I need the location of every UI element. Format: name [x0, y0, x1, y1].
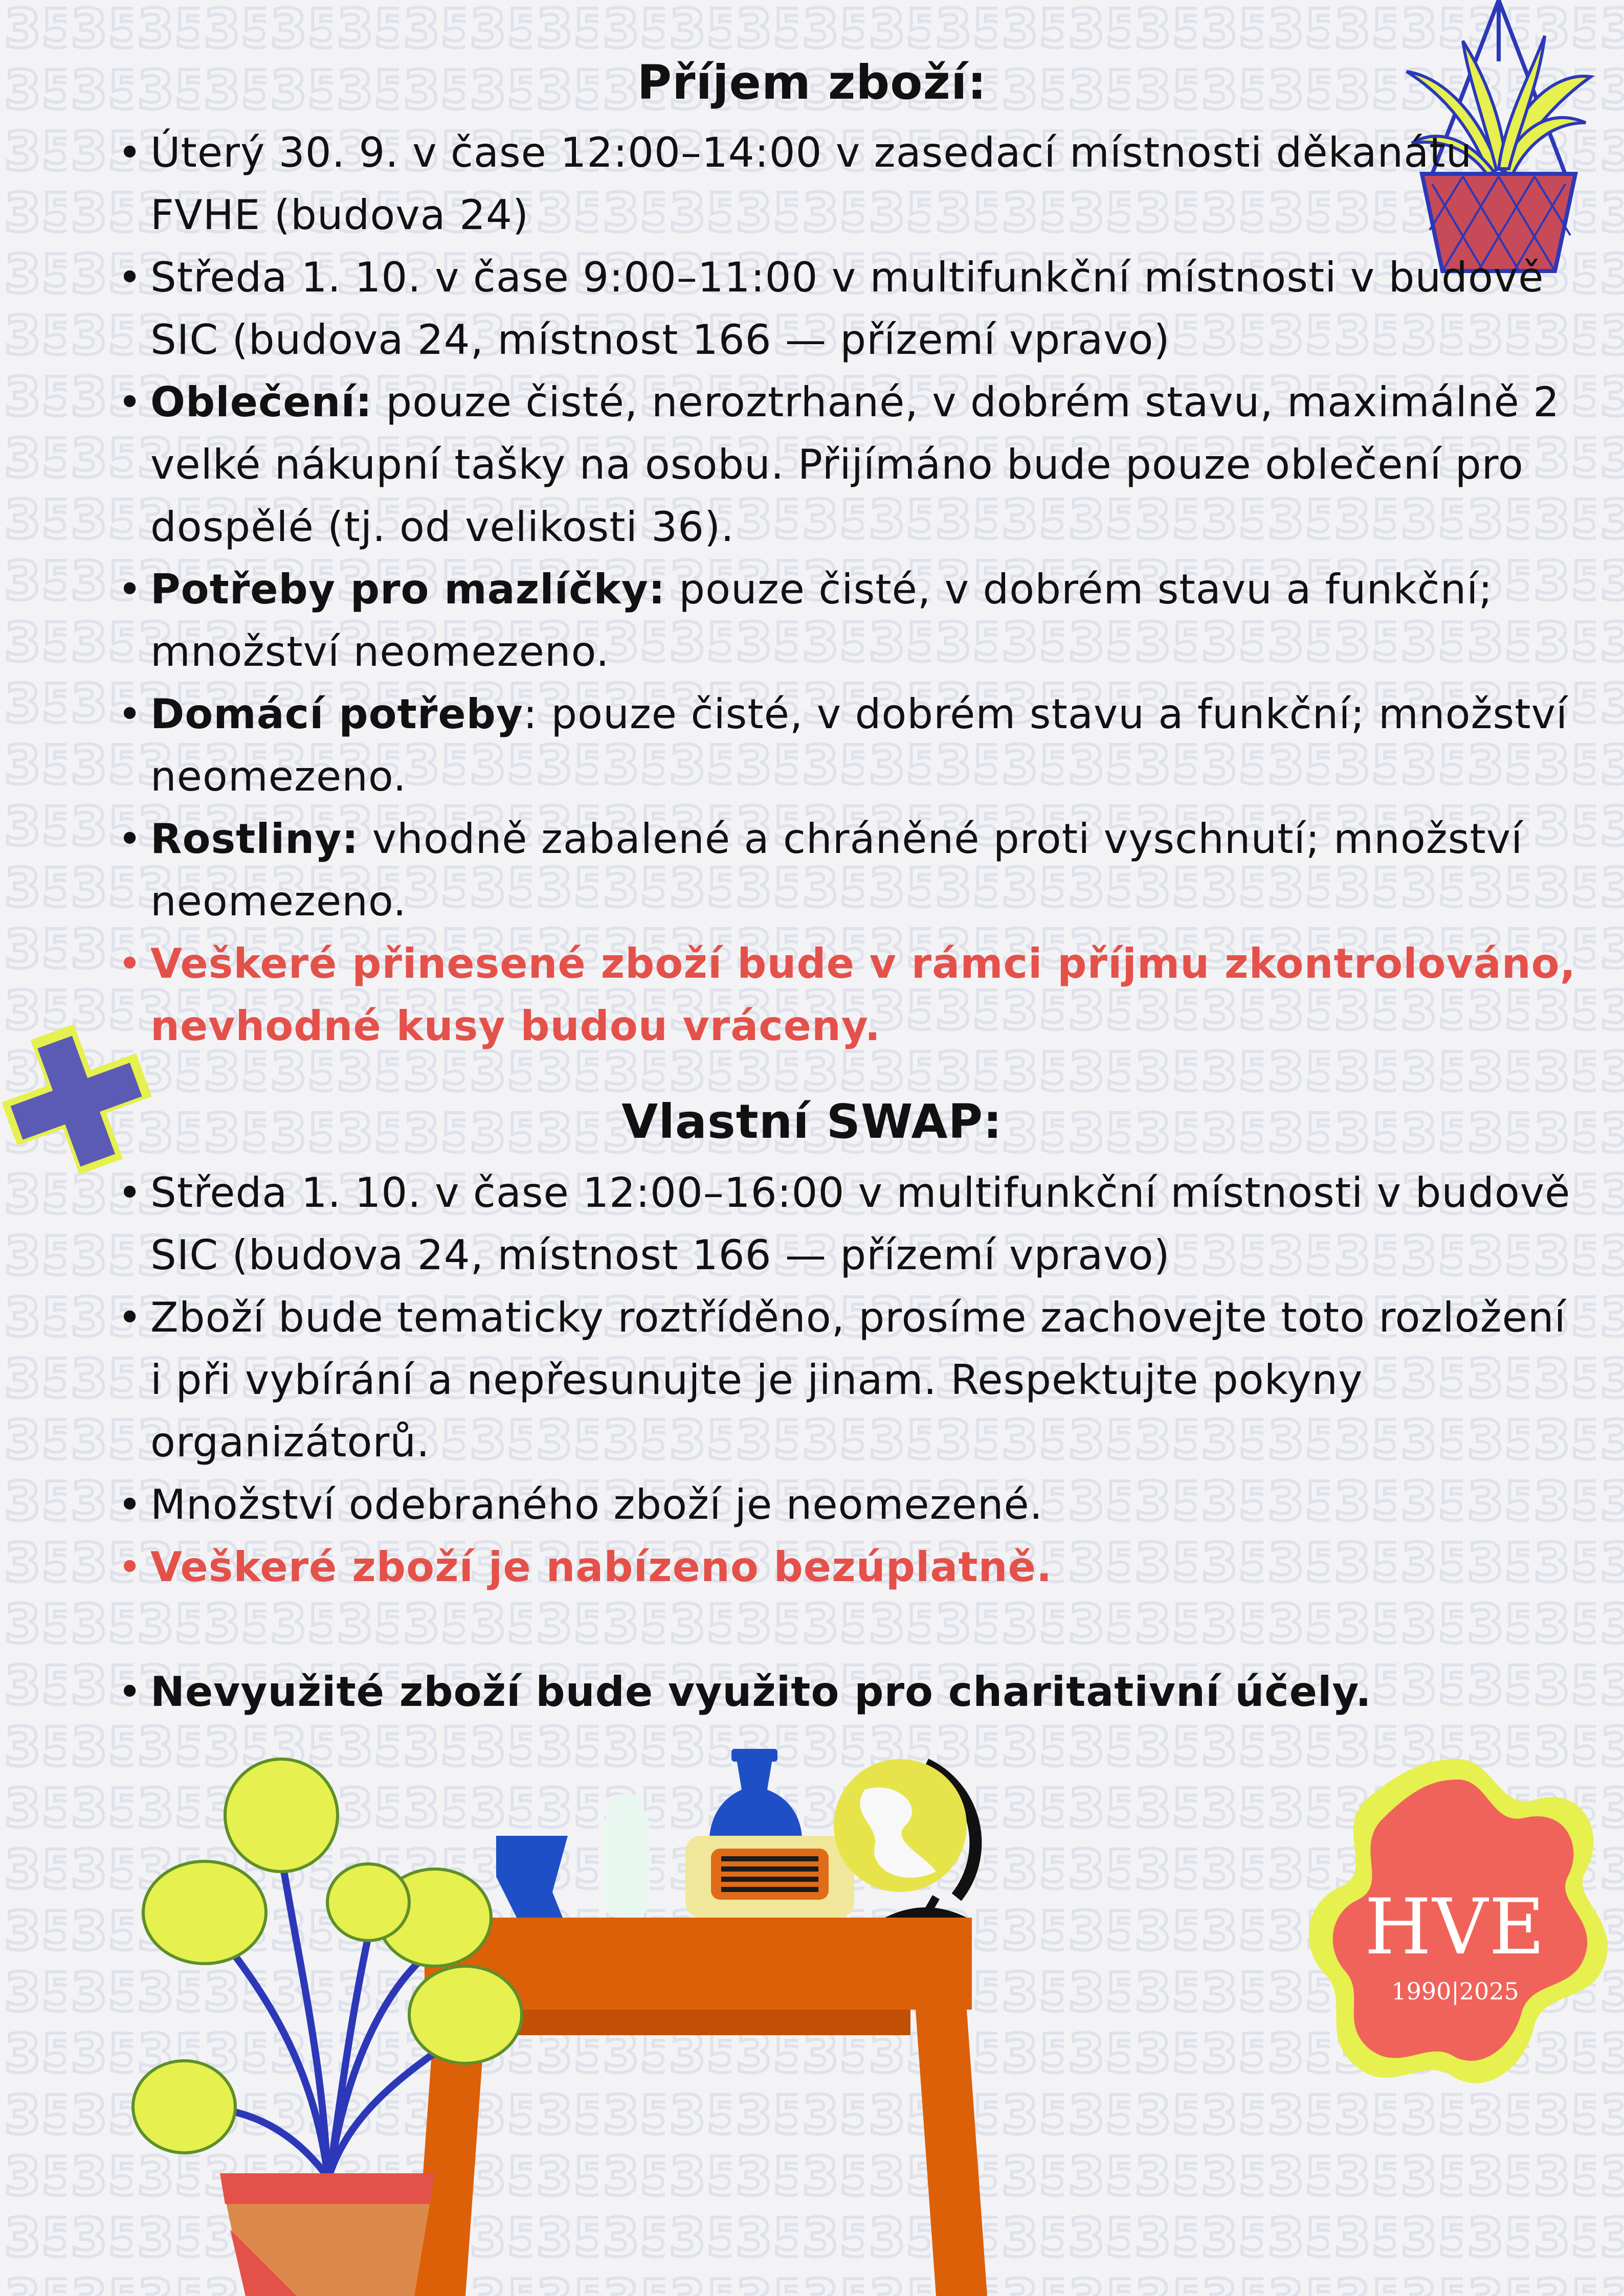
final-note-list: [114, 1661, 1587, 1723]
list-item: • Středa 1. 10. v čase 9:00–11:00 v multifunkční místnosti v budově SIC (budova 24, místnost 166 — přízemí vpravo): [114, 246, 1587, 371]
list-item: • Domácí potřeby: pouze čisté, v dobrém stavu a funkční; množství neomezeno.: [114, 683, 1587, 808]
table-with-plant-and-objects-illustration: [128, 1749, 1038, 2296]
list-item: • Potřeby pro mazlíčky: pouze čisté, v dobrém stavu a funkční; množství neomezeno.: [114, 558, 1587, 683]
list-item: • Rostliny: vhodně zabalené a chráněné proti vyschnutí; množství neomezeno.: [114, 808, 1587, 933]
list-item: • Množství odebraného zboží je neomezené.: [114, 1474, 1587, 1536]
swap-list: [114, 1162, 1587, 1599]
list-item-warning: • Veškeré přinesené zboží bude v rámci příjmu zkontrolováno, nevhodné kusy budou vráceny.: [114, 933, 1587, 1057]
list-item: • Úterý 30. 9. v čase 12:00–14:00 v zasedací místnosti děkanátu FVHE (budova 24): [114, 122, 1587, 246]
svg-text:HVE: HVE: [1364, 1883, 1546, 1972]
list-item: • Oblečení: pouze čisté, neroztrhané, v dobrém stavu, maximálně 2 velké nákupní tašky na osobu. Přijímáno bude pouze oblečení pro dospělé (tj. od velikosti 36).: [114, 371, 1587, 558]
hve-anniversary-logo: [1299, 1749, 1616, 2102]
svg-text:1990|2025: 1990|2025: [1391, 1977, 1519, 2005]
list-item: • Zboží bude tematicky roztříděno, prosíme zachovejte toto rozložení i při vybírání a nepřesunujte je jinam. Respektujte pokyny organizátorů.: [114, 1287, 1587, 1474]
list-item: • Středa 1. 10. v čase 12:00–16:00 v multifunkční místnosti v budově SIC (budova 24, místnost 166 — přízemí vpravo): [114, 1162, 1587, 1287]
final-note: • Nevyužité zboží bude využito pro charitativní účely.: [114, 1661, 1587, 1723]
section-title-swap: Vlastní SWAP:: [621, 1094, 1003, 1149]
section-title-prijem: Příjem zboží:: [637, 55, 987, 110]
prijem-list: [114, 122, 1587, 1057]
list-item-warning: • Veškeré zboží je nabízeno bezúplatně.: [114, 1536, 1587, 1599]
